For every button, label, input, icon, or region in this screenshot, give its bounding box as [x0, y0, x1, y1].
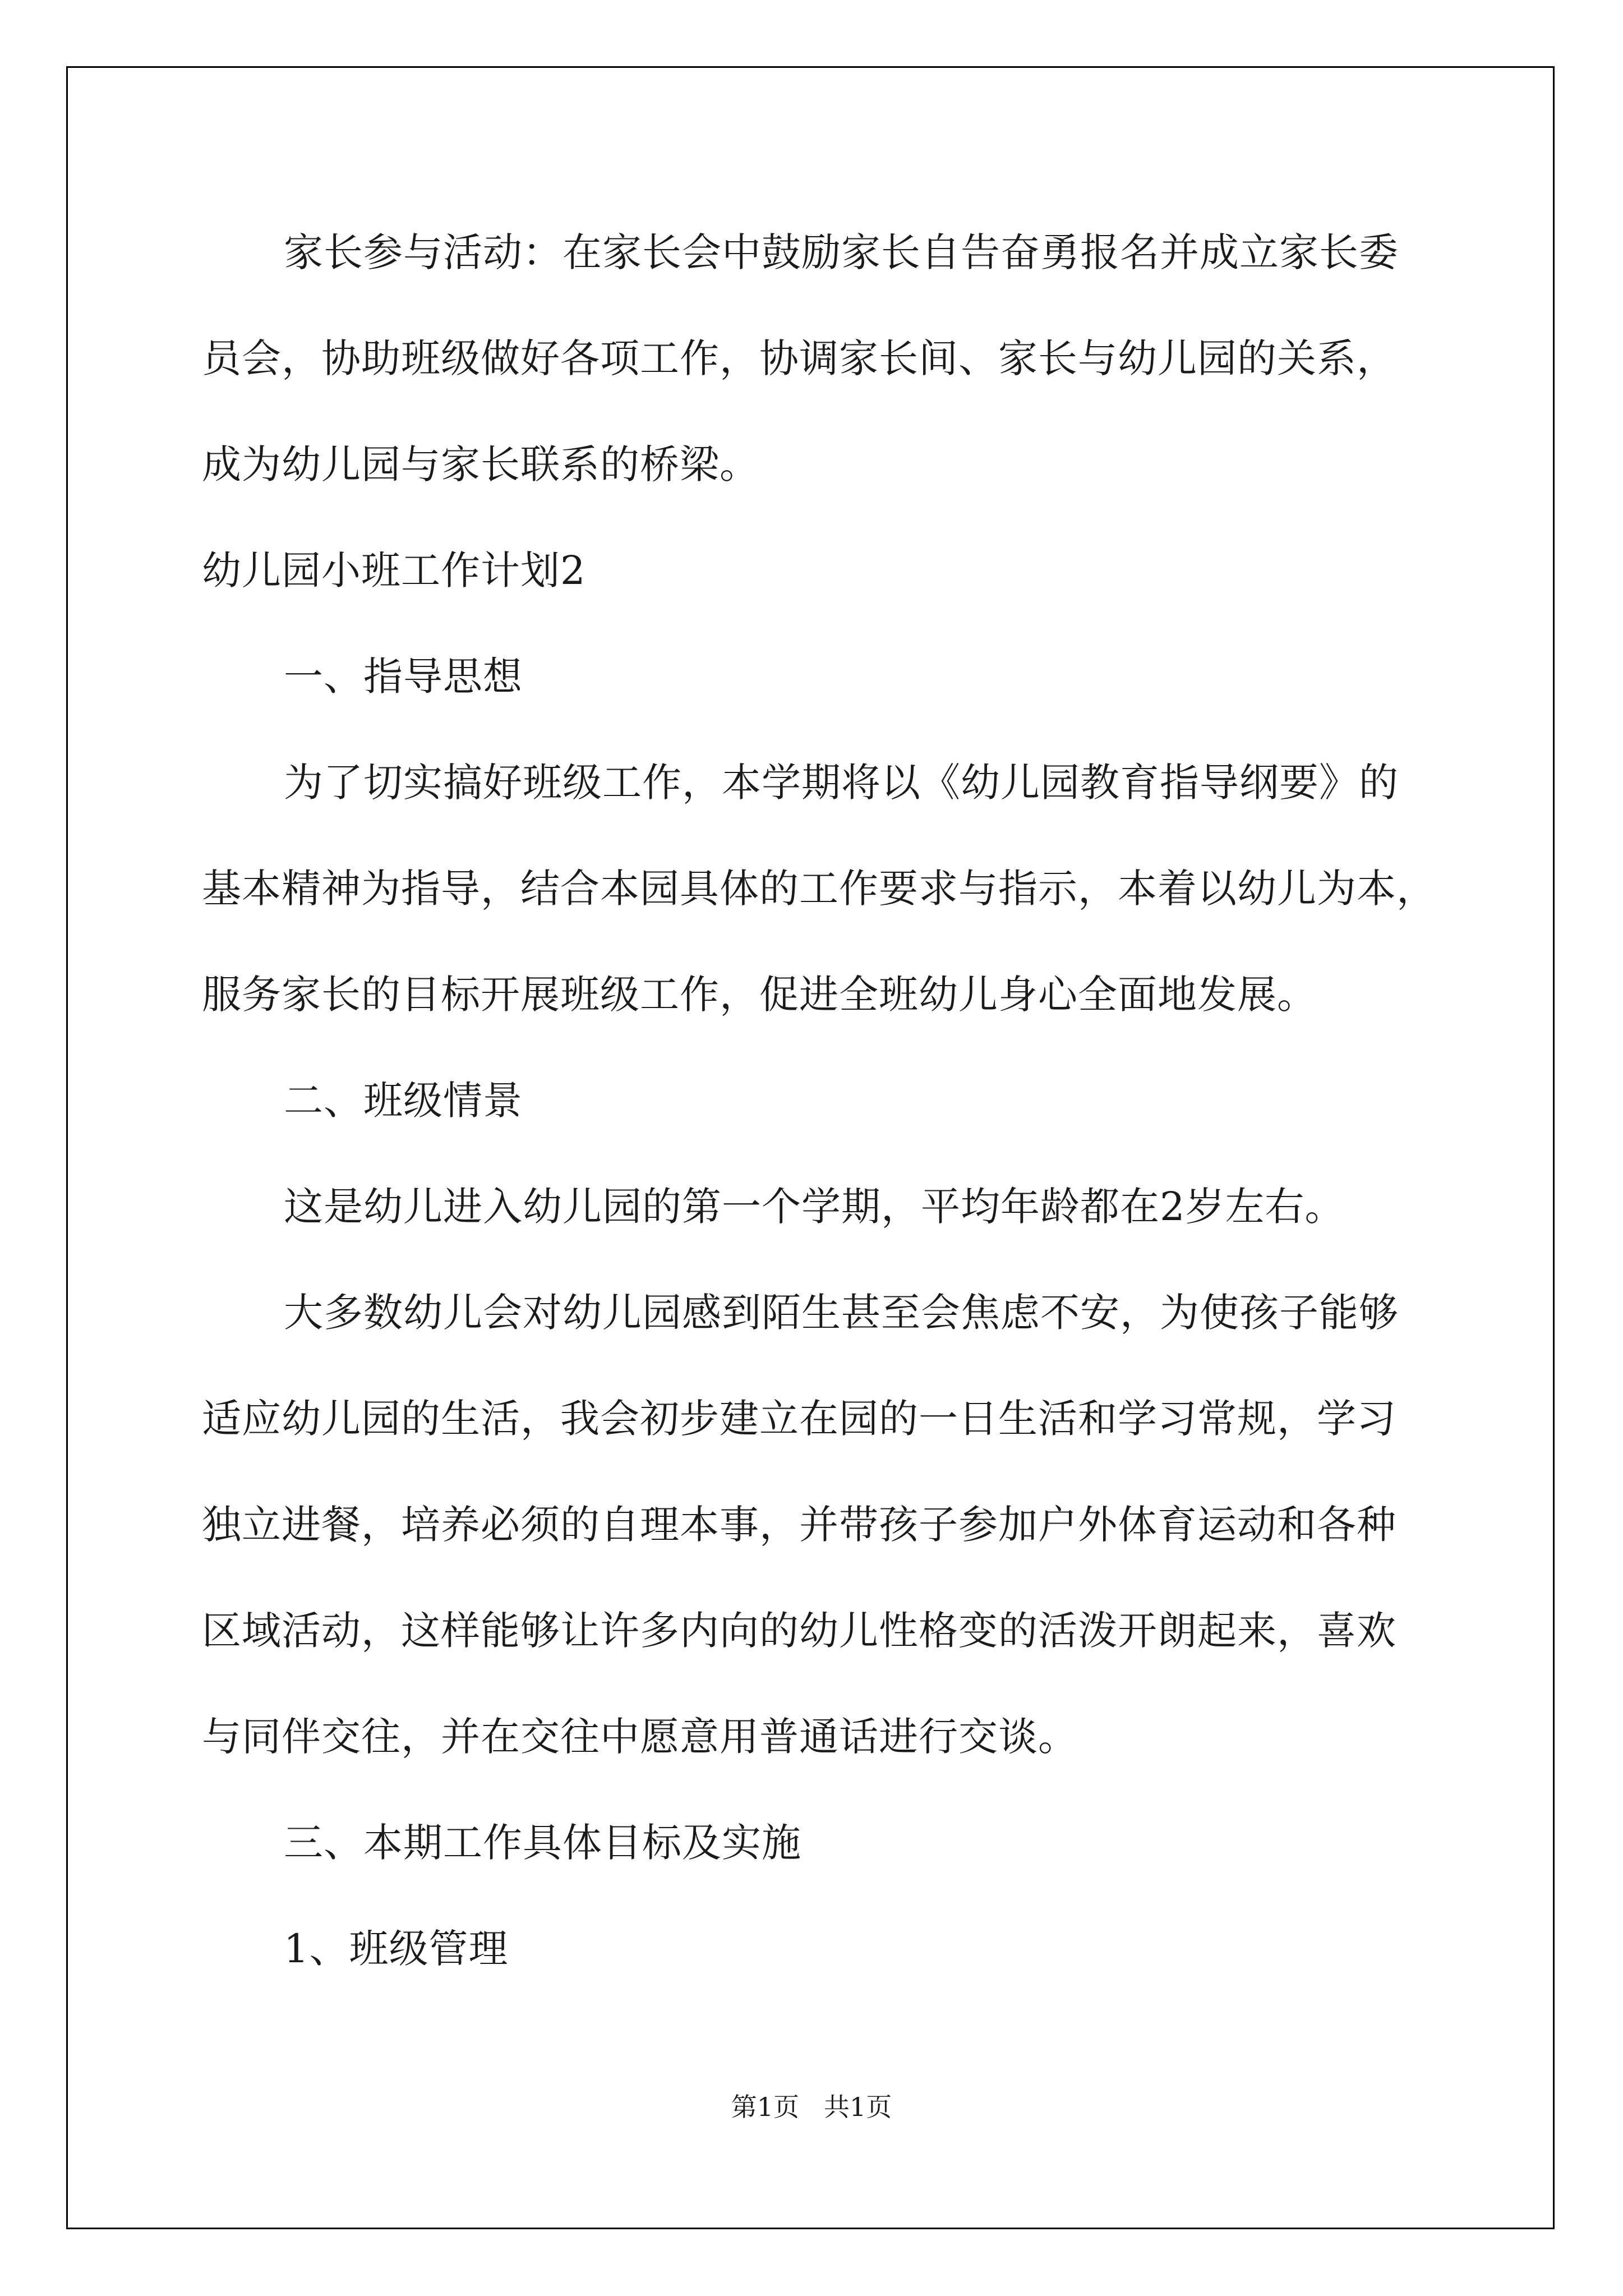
paragraph-line: 适应幼儿园的生活，我会初步建立在园的一日生活和学习常规，学习: [202, 1396, 1396, 1442]
heading-guiding-thought: 一、指导思想: [284, 654, 523, 700]
paragraph-line: 服务家长的目标开展班级工作，促进全班幼儿身心全面地发展。: [202, 972, 1317, 1018]
page-footer: 第1页 共1页: [731, 2092, 892, 2122]
paragraph-line: 这是幼儿进入幼儿园的第一个学期，平均年龄都在2岁左右。: [284, 1184, 1345, 1230]
paragraph-line: 基本精神为指导，结合本园具体的工作要求与指示，本着以幼儿为本，: [202, 866, 1436, 912]
paragraph-line: 成为幼儿园与家长联系的桥梁。: [202, 441, 759, 487]
heading-class-situation: 二、班级情景: [284, 1078, 523, 1124]
heading-class-management: 1、班级管理: [284, 1926, 509, 1972]
paragraph-line: 区域活动，这样能够让许多内向的幼儿性格变的活泼开朗起来，喜欢: [202, 1608, 1396, 1654]
heading-work-goals: 三、本期工作具体目标及实施: [284, 1820, 801, 1866]
paragraph-line: 家长参与活动：在家长会中鼓励家长自告奋勇报名并成立家长委: [284, 229, 1399, 275]
paragraph-line: 为了切实搞好班级工作，本学期将以《幼儿园教育指导纲要》的: [284, 760, 1399, 806]
paragraph-line: 独立进餐，培养必须的自理本事，并带孩子参加户外体育运动和各种: [202, 1502, 1396, 1548]
paragraph-line: 与同伴交往，并在交往中愿意用普通话进行交谈。: [202, 1714, 1078, 1760]
paragraph-line: 员会，协助班级做好各项工作，协调家长间、家长与幼儿园的关系，: [202, 335, 1396, 381]
section-title: 幼儿园小班工作计划2: [202, 547, 586, 593]
document-body: [202, 208, 1436, 2010]
paragraph-line: 大多数幼儿会对幼儿园感到陌生甚至会焦虑不安，为使孩子能够: [284, 1290, 1399, 1336]
